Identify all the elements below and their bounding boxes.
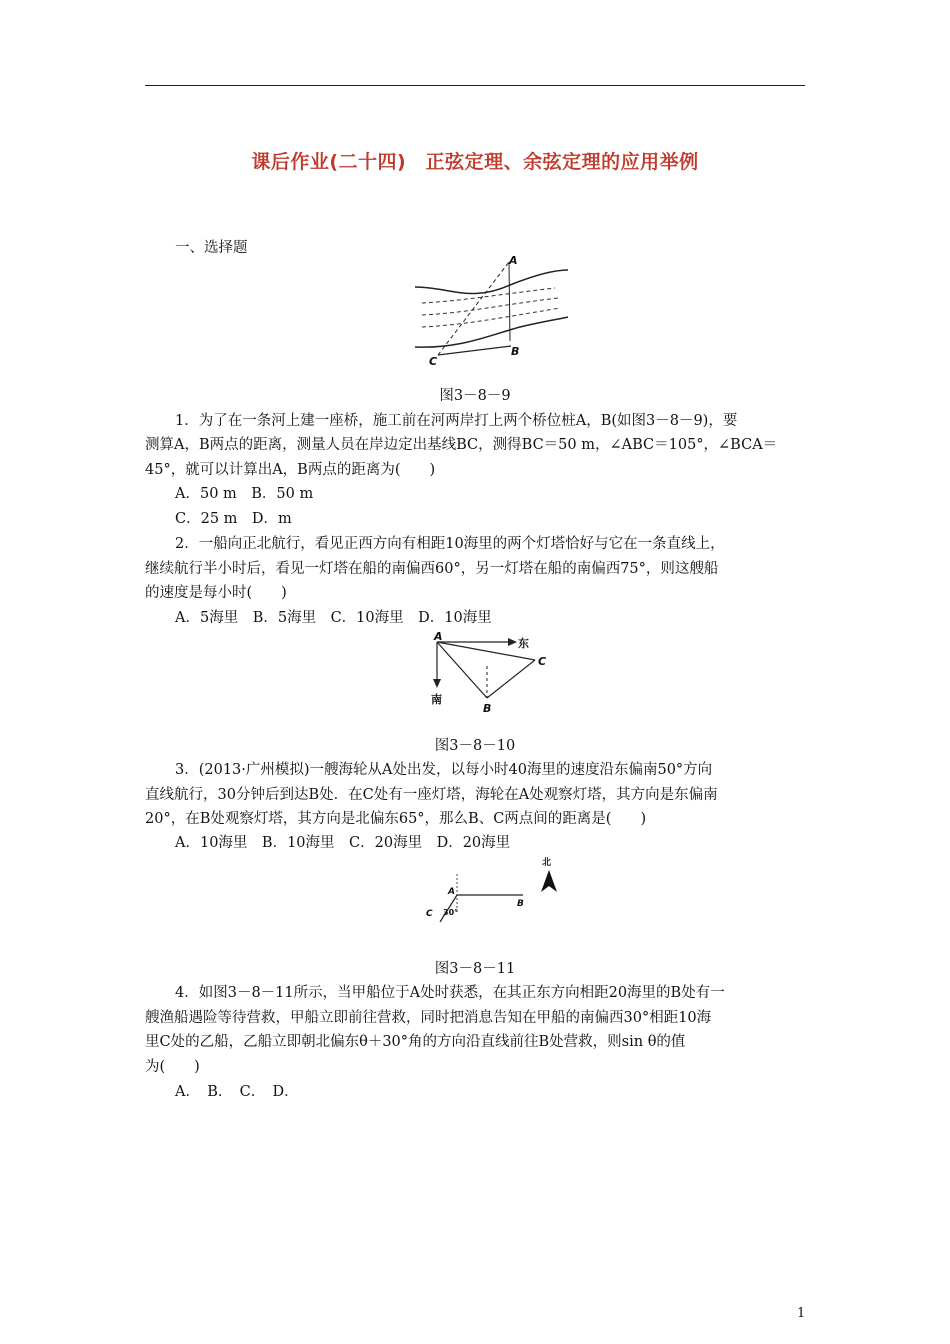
answer-options: A．10海里 B．10海里 C．20海里 D．20海里 (175, 835, 511, 851)
segment-cb (438, 346, 511, 355)
river-bank-bottom (415, 317, 568, 347)
south-arrowhead (433, 679, 441, 688)
label-east: 东 (518, 637, 529, 650)
figure-lighthouse-directions (425, 630, 565, 720)
question-line: 45°，就可以计算出A，B两点的距离为( ) (145, 462, 436, 478)
east-arrowhead (508, 638, 517, 646)
label-a: A (509, 254, 518, 267)
segment-ab (509, 262, 510, 341)
page-number: 1 (797, 1306, 806, 1321)
figure-caption: 图3－8－11 (434, 961, 516, 977)
figure-river-bridge (410, 255, 580, 370)
label-b: B (517, 899, 524, 909)
section-heading: 一、选择题 (175, 240, 248, 256)
question-line: 2．一船向正北航行，看见正西方向有相距10海里的两个灯塔恰好与它在一条直线上， (175, 536, 725, 552)
question-line: 里C处的乙船，乙船立即朝北偏东θ＋30°角的方向沿直线前往B处营救，则sin θ的值 (145, 1034, 686, 1050)
answer-options: A．50 m B．50 m (175, 486, 314, 502)
river-bank-top (415, 270, 568, 294)
figure-rescue (420, 856, 570, 936)
question-line: 直线航行，30分钟后到达B处．在C处有一座灯塔，海轮在A处观察灯塔，其方向是东偏南 (145, 787, 718, 803)
water-line (422, 308, 560, 327)
label-angle: 30° (443, 908, 459, 917)
label-north: 北 (542, 858, 552, 868)
figure-caption: 图3－8－9 (439, 388, 511, 404)
answer-options: A．5海里 B．5海里 C．10海里 D．10海里 (175, 610, 492, 626)
label-b: B (483, 702, 492, 715)
header-rule (145, 85, 805, 86)
question-line: 4．如图3－8－11所示，当甲船位于A处时获悉，在其正东方向相距20海里的B处有一 (175, 985, 725, 1001)
answer-options: A． B． C． D． (175, 1084, 299, 1100)
question-line: 1．为了在一条河上建一座桥，施工前在河两岸打上两个桥位桩A，B(如图3－8－9)，要 (175, 413, 738, 429)
question-line: 测算A，B两点的距离，测量人员在岸边定出基线BC，测得BC＝50 m，∠ABC＝105°，∠BCA＝ (145, 437, 778, 453)
label-c: C (538, 655, 547, 668)
label-c: C (429, 355, 438, 368)
water-line (422, 298, 558, 315)
question-line: 3．(2013·广州模拟)一艘海轮从A处出发，以每小时40海里的速度沿东偏南50°方向 (175, 762, 713, 778)
page-title: 课后作业(二十四) 正弦定理、余弦定理的应用举例 (251, 151, 699, 173)
answer-options: C．25 m D．m (175, 511, 292, 527)
question-line: 继续航行半小时后，看见一灯塔在船的南偏西60°，另一灯塔在船的南偏西75°，则这艘船 (145, 561, 719, 577)
segment-bc (487, 660, 535, 698)
label-c: C (426, 909, 433, 919)
question-line: 艘渔船遇险等待营救，甲船立即前往营救，同时把消息告知在甲船的南偏西30°相距10海 (145, 1010, 712, 1026)
question-line: 的速度是每小时( ) (145, 585, 287, 601)
label-a: A (434, 630, 443, 643)
north-arrow-icon (541, 870, 557, 892)
label-south: 南 (431, 693, 442, 706)
question-line: 为( ) (145, 1059, 200, 1075)
question-line: 20°，在B处观察灯塔，其方向是北偏东65°，那么B、C两点间的距离是( ) (145, 811, 647, 827)
label-a: A (448, 887, 455, 897)
figure-caption: 图3－8－10 (434, 738, 516, 754)
label-b: B (511, 345, 520, 358)
